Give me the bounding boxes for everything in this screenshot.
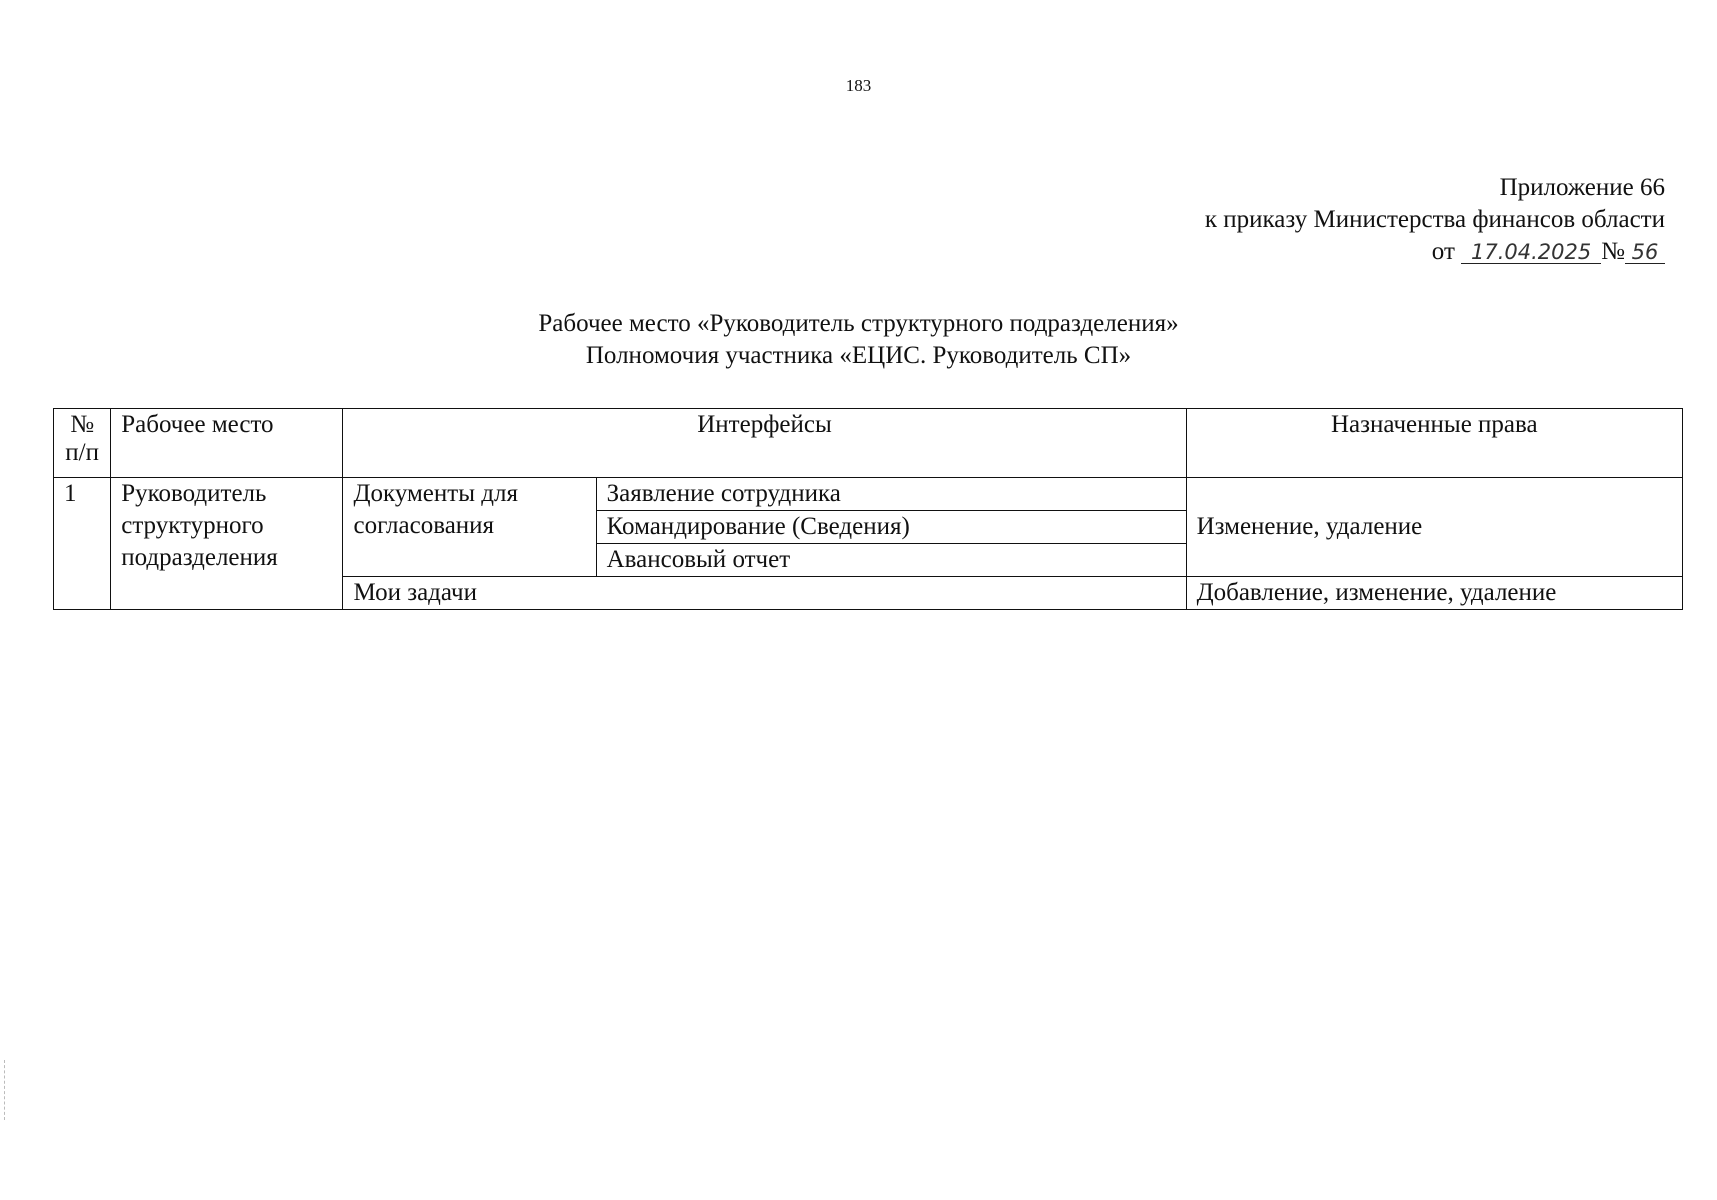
cell-group: Документы для согласования (343, 478, 596, 577)
permissions-table (53, 408, 1683, 610)
table-row (54, 478, 1683, 511)
title-line-1: Рабочее место «Руководитель структурного подразделения» (538, 310, 1179, 337)
document-title (0, 308, 1717, 372)
number-label: № (1601, 238, 1625, 265)
cell-num: 1 (54, 478, 111, 610)
appendix-order: к приказу Министерства финансов области (1204, 206, 1665, 233)
page-number: 183 (845, 76, 872, 95)
cell-subitem-2: Командирование (Сведения) (596, 511, 1186, 544)
order-number: 56 (1625, 241, 1665, 264)
header-num: № п/п (54, 409, 111, 478)
cell-tasks-rights: Добавление, изменение, удаление (1186, 577, 1682, 610)
header-workplace: Рабочее место (111, 409, 343, 478)
appendix-date-line (1205, 236, 1665, 268)
cell-tasks: Мои задачи (343, 577, 1186, 610)
appendix-block (1205, 172, 1665, 268)
cell-group-rights: Изменение, удаление (1186, 478, 1682, 577)
cell-subitem-3: Авансовый отчет (596, 544, 1186, 577)
title-line-2: Полномочия участника «ЕЦИС. Руководитель СП» (585, 342, 1132, 369)
header-rights: Назначенные права (1186, 409, 1682, 478)
cell-workplace: Руководитель структурного подразделения (111, 478, 343, 610)
scan-edge-mark (4, 1060, 7, 1120)
order-date: 17.04.2025 (1461, 241, 1601, 264)
appendix-title: Приложение 66 (1499, 174, 1665, 201)
cell-subitem-1: Заявление сотрудника (596, 478, 1186, 511)
from-label: от (1431, 238, 1455, 265)
table-header-row (54, 409, 1683, 478)
header-interfaces: Интерфейсы (343, 409, 1186, 478)
